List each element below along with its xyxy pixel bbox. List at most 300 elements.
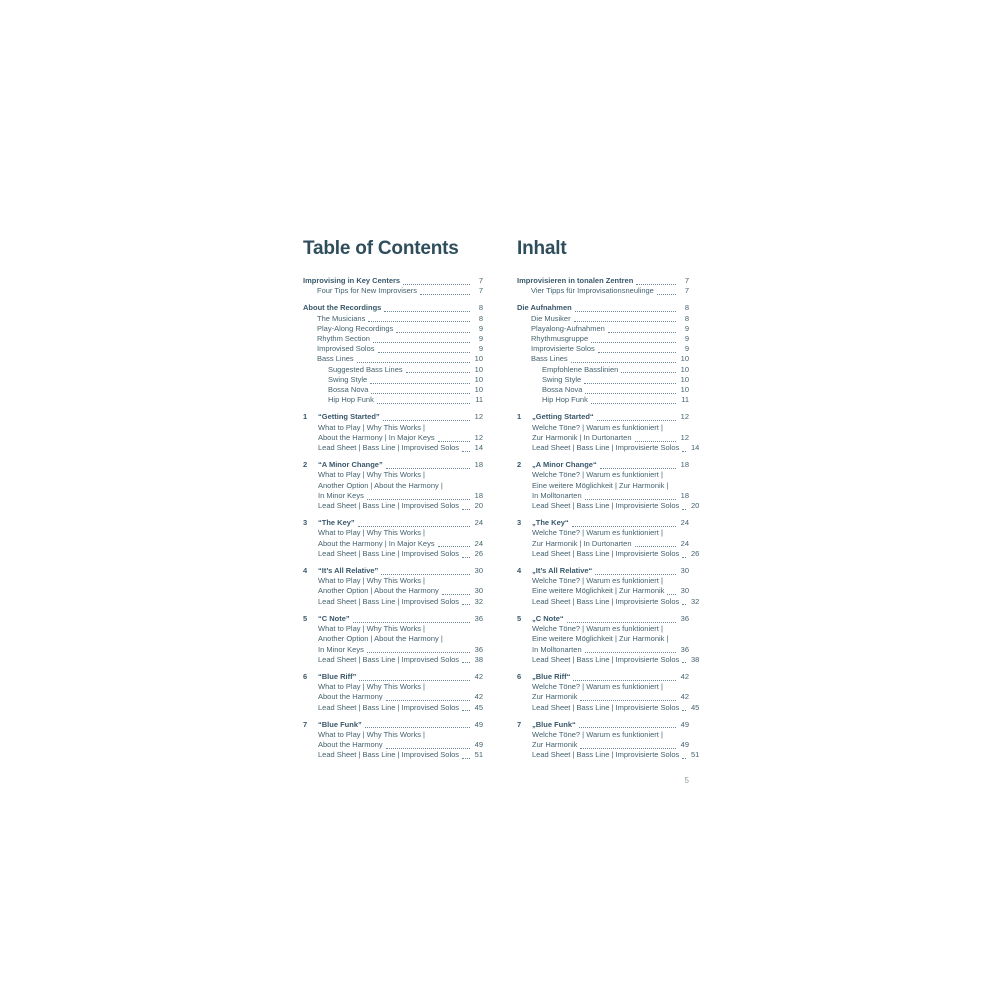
chapter-number: 2: [303, 460, 308, 470]
chapter-detail-line: [517, 548, 700, 559]
toc-entry: [517, 314, 689, 324]
chapter-title: “It’s All Relative”: [318, 566, 379, 576]
chapter-title: “Blue Funk”: [318, 719, 362, 729]
dot-leader: [462, 549, 470, 558]
chapter-detail-line: [303, 586, 483, 596]
chapter-detail-line: [303, 692, 483, 702]
entry-page: 30: [474, 586, 483, 596]
entry-label: Hip Hop Funk: [542, 395, 588, 405]
entry-page: 8: [684, 313, 689, 323]
toc-entry: [303, 324, 483, 334]
entry-label: In Molltonarten: [532, 644, 582, 654]
dot-leader: [621, 365, 676, 374]
entry-page: 12: [474, 412, 483, 422]
chapter-detail-line: [303, 750, 483, 760]
toc-entry: [517, 276, 689, 286]
entry-page: 10: [680, 364, 689, 374]
entry-page: 9: [478, 334, 483, 344]
chapter-detail-line: [303, 634, 483, 644]
entry-label: Welche Töne? | Warum es funktioniert |: [532, 624, 663, 634]
dot-leader: [636, 276, 676, 285]
entry-label: Lead Sheet | Bass Line | Improvisierte Solos: [532, 750, 680, 760]
chapter-detail-line: [517, 692, 689, 702]
chapter-detail-line: [303, 597, 483, 607]
dot-leader: [406, 365, 470, 374]
entry-page: 32: [690, 596, 700, 606]
entry-label: What to Play | Why This Works |: [318, 528, 425, 538]
entry-page: 20: [690, 501, 700, 511]
toc-chapter: [303, 566, 483, 607]
entry-page: 24: [474, 538, 483, 548]
dot-leader: [377, 395, 470, 404]
chapter-detail-line: [517, 481, 689, 491]
chapter-detail-line: [517, 423, 689, 433]
chapter-detail-line: [517, 433, 689, 443]
chapter-detail-line: [303, 470, 483, 480]
dot-leader: [353, 614, 470, 623]
entry-label: Die Musiker: [531, 313, 571, 323]
chapter-title-row: [517, 460, 689, 470]
dot-leader: [579, 720, 676, 729]
chapter-title: “Getting Started”: [318, 412, 380, 422]
entry-page: 26: [474, 548, 483, 558]
entry-label: Lead Sheet | Bass Line | Improvisierte Solos: [532, 501, 680, 511]
entry-page: 8: [478, 303, 483, 313]
entry-label: Play-Along Recordings: [317, 323, 394, 333]
chapter-detail-line: [517, 645, 689, 655]
toc-entry: [517, 324, 689, 334]
chapter-title-row: [303, 672, 483, 682]
entry-page: 9: [684, 334, 689, 344]
chapter-title: “The Key”: [318, 518, 355, 528]
entry-label: Welche Töne? | Warum es funktioniert |: [532, 729, 663, 739]
dot-leader: [635, 539, 677, 548]
dot-leader: [580, 692, 676, 701]
chapter-number: 7: [517, 719, 522, 729]
chapter-detail-line: [303, 730, 483, 740]
entry-page: 45: [690, 702, 700, 712]
chapter-detail-line: [517, 491, 689, 501]
entry-label: In Minor Keys: [318, 490, 364, 500]
toc-section: [517, 303, 689, 405]
entry-label: Playalong-Aufnahmen: [531, 323, 605, 333]
toc-chapter: [303, 672, 483, 713]
toc-column-german: [517, 238, 700, 768]
chapter-detail-line: [303, 624, 483, 634]
toc-entry: [303, 344, 483, 354]
entry-page: 18: [680, 460, 689, 470]
entry-page: 51: [690, 750, 700, 760]
entry-label: Four Tips for New Improvisers: [317, 286, 418, 296]
entry-page: 9: [684, 323, 689, 333]
dot-leader: [598, 344, 676, 353]
entry-page: 12: [680, 412, 689, 422]
chapter-title-row: [303, 566, 483, 576]
dot-leader: [573, 672, 676, 681]
chapter-detail-line: [517, 702, 700, 713]
entry-label: Welche Töne? | Warum es funktioniert |: [532, 422, 663, 432]
toc-chapter: [517, 566, 700, 607]
chapter-title-row: [517, 566, 689, 576]
entry-label: Rhythm Section: [317, 334, 370, 344]
chapter-detail-line: [303, 501, 483, 511]
toc-columns: [303, 238, 700, 768]
dot-leader: [373, 334, 470, 343]
chapter-title: “C Note”: [318, 613, 350, 623]
dot-leader: [585, 385, 676, 394]
chapter-detail-line: [303, 703, 483, 713]
entry-page: 30: [680, 586, 689, 596]
entry-page: 11: [681, 395, 689, 405]
entry-page: 51: [474, 750, 483, 760]
chapter-number: 2: [517, 460, 522, 470]
dot-leader: [584, 375, 676, 384]
toc-column-english: [303, 238, 483, 768]
chapter-number: 4: [517, 566, 522, 576]
column-title-german: Inhalt: [517, 238, 567, 259]
toc-entry: [303, 314, 483, 324]
chapter-title: “Blue Riff”: [318, 671, 357, 681]
chapter-title-row: [517, 614, 689, 624]
toc-chapter: [517, 412, 700, 453]
toc-section: [303, 276, 483, 296]
toc-entry: [517, 365, 689, 375]
entry-label: Lead Sheet | Bass Line | Improvised Solos: [318, 702, 460, 712]
dot-leader: [358, 518, 470, 527]
entry-label: What to Play | Why This Works |: [318, 422, 425, 432]
entry-label: Bass Lines: [531, 354, 568, 364]
entry-label: Eine weitere Möglichkeit | Zur Harmonik |: [532, 634, 669, 644]
entry-label: Lead Sheet | Bass Line | Improvised Solos: [318, 443, 460, 453]
entry-page: 38: [474, 654, 483, 664]
toc-entry: [517, 286, 689, 296]
chapter-detail-line: [517, 634, 689, 644]
dot-leader: [438, 539, 470, 548]
chapter-number: 3: [517, 518, 522, 528]
chapter-title-row: [303, 518, 483, 528]
dot-leader: [403, 276, 470, 285]
entry-label: Zur Harmonik | In Durtonarten: [532, 432, 632, 442]
entry-page: 12: [474, 432, 483, 442]
entry-label: Zur Harmonik: [532, 692, 578, 702]
entry-label: Lead Sheet | Bass Line | Improvised Solos: [318, 501, 460, 511]
entry-label: Improvising in Key Centers: [303, 276, 401, 285]
toc-chapter: [303, 518, 483, 559]
entry-page: 14: [690, 443, 700, 453]
toc-chapter: [517, 518, 700, 559]
entry-label: Lead Sheet | Bass Line | Improvisierte Solos: [532, 654, 680, 664]
entry-label: Improvisierte Solos: [531, 344, 595, 354]
entry-page: 10: [474, 364, 483, 374]
entry-label: What to Play | Why This Works |: [318, 729, 425, 739]
chapter-title: „Blue Funk“: [532, 719, 576, 729]
dot-leader: [378, 344, 470, 353]
dot-leader: [682, 597, 686, 606]
entry-label: Lead Sheet | Bass Line | Improvisierte Solos: [532, 702, 680, 712]
dot-leader: [635, 433, 677, 442]
dot-leader: [438, 433, 470, 442]
dot-leader: [367, 491, 470, 500]
dot-leader: [420, 286, 470, 295]
entry-page: 36: [474, 613, 483, 623]
toc-entry: [303, 375, 483, 385]
chapter-number: 1: [303, 412, 308, 422]
chapter-title-row: [517, 518, 689, 528]
dot-leader: [365, 720, 470, 729]
entry-label: About the Harmony | In Major Keys: [318, 538, 435, 548]
chapter-title-row: [303, 720, 483, 730]
entry-label: Improvised Solos: [317, 344, 375, 354]
dot-leader: [462, 750, 470, 759]
toc-section: [517, 276, 689, 296]
toc-entry: [303, 286, 483, 296]
entry-label: About the Recordings: [303, 303, 382, 313]
toc-chapter: [517, 613, 700, 665]
entry-label: Eine weitere Möglichkeit | Zur Harmonik: [532, 586, 665, 596]
dot-leader: [371, 385, 470, 394]
chapter-number: 7: [303, 719, 308, 729]
chapter-title-row: [303, 460, 483, 470]
entry-page: 42: [680, 671, 689, 681]
chapter-detail-line: [517, 443, 700, 453]
entry-label: Zur Harmonik | In Durtonarten: [532, 538, 632, 548]
toc-entry: [303, 395, 483, 405]
entry-label: Lead Sheet | Bass Line | Improvised Solos: [318, 654, 460, 664]
entry-page: 18: [680, 490, 689, 500]
entry-page: 42: [474, 692, 483, 702]
entry-label: Bossa Nova: [542, 385, 583, 395]
dot-leader: [370, 375, 470, 384]
dot-leader: [462, 597, 470, 606]
chapter-detail-line: [303, 528, 483, 538]
chapter-detail-line: [517, 740, 689, 750]
chapter-title: „C Note“: [532, 613, 564, 623]
toc-chapter: [517, 460, 700, 511]
toc-section: [303, 303, 483, 405]
entry-page: 42: [680, 692, 689, 702]
chapter-title-row: [303, 412, 483, 422]
entry-page: 18: [474, 490, 483, 500]
dot-leader: [462, 501, 470, 510]
chapter-detail-line: [303, 481, 483, 491]
entry-page: 32: [474, 596, 483, 606]
chapter-title: „Getting Started“: [532, 412, 594, 422]
dot-leader: [386, 460, 470, 469]
entry-page: 24: [680, 538, 689, 548]
chapter-number: 1: [517, 412, 522, 422]
dot-leader: [572, 518, 676, 527]
dot-leader: [359, 672, 470, 681]
entry-label: Die Aufnahmen: [517, 303, 572, 313]
toc-entry: [303, 276, 483, 286]
dot-leader: [682, 501, 686, 510]
entry-page: 7: [684, 286, 689, 296]
entry-page: 49: [680, 719, 689, 729]
entry-page: 36: [680, 644, 689, 654]
entry-label: Lead Sheet | Bass Line | Improvisierte Solos: [532, 443, 680, 453]
entry-page: 10: [680, 374, 689, 384]
dot-leader: [462, 655, 470, 664]
toc-chapter: [303, 720, 483, 761]
entry-page: 7: [684, 276, 689, 285]
toc-entry: [303, 385, 483, 395]
entry-label: Another Option | About the Harmony: [318, 586, 439, 596]
dot-leader: [368, 314, 470, 323]
dot-leader: [608, 324, 676, 333]
chapter-detail-line: [517, 539, 689, 549]
toc-entry: [303, 303, 483, 313]
chapter-detail-line: [517, 586, 689, 596]
entry-page: 24: [680, 518, 689, 528]
column-title-english: Table of Contents: [303, 238, 459, 259]
entry-label: Bass Lines: [317, 354, 354, 364]
entry-page: 10: [474, 354, 483, 364]
dot-leader: [381, 566, 470, 575]
entry-label: Lead Sheet | Bass Line | Improvisierte Solos: [532, 596, 680, 606]
entry-page: 9: [478, 323, 483, 333]
dot-leader: [386, 692, 470, 701]
dot-leader: [600, 460, 676, 469]
entry-page: 9: [684, 344, 689, 354]
entry-label: Empfohlene Basslinien: [542, 364, 619, 374]
entry-label: What to Play | Why This Works |: [318, 576, 425, 586]
entry-label: About the Harmony: [318, 692, 383, 702]
chapter-detail-line: [303, 655, 483, 665]
chapter-detail-line: [303, 443, 483, 453]
dot-leader: [462, 443, 470, 452]
chapter-detail-line: [517, 501, 700, 511]
entry-page: 10: [680, 385, 689, 395]
chapter-detail-line: [517, 654, 700, 665]
footer-page-number: 5: [684, 776, 689, 785]
chapter-detail-line: [517, 576, 689, 586]
entry-label: Swing Style: [328, 374, 368, 384]
chapter-detail-line: [303, 433, 483, 443]
entry-page: 49: [474, 740, 483, 750]
entry-label: Lead Sheet | Bass Line | Improvised Solos: [318, 596, 460, 606]
chapter-number: 4: [303, 566, 308, 576]
dot-leader: [585, 491, 676, 500]
toc-entry: [303, 334, 483, 344]
dot-leader: [682, 750, 686, 759]
dot-leader: [682, 549, 686, 558]
entry-label: Zur Harmonik: [532, 740, 578, 750]
chapter-detail-line: [303, 682, 483, 692]
chapter-title: „A Minor Change“: [532, 460, 597, 470]
entry-label: In Molltonarten: [532, 490, 582, 500]
entry-label: Eine weitere Möglichkeit | Zur Harmonik |: [532, 480, 669, 490]
dot-leader: [396, 324, 470, 333]
entry-page: 36: [680, 613, 689, 623]
entry-page: 10: [474, 374, 483, 384]
toc-entry: [517, 354, 689, 364]
entry-page: 9: [478, 344, 483, 354]
dot-leader: [595, 566, 676, 575]
chapter-number: 5: [303, 613, 308, 623]
dot-leader: [585, 645, 676, 654]
entry-page: 42: [474, 671, 483, 681]
toc-chapter: [303, 460, 483, 511]
dot-leader: [462, 703, 470, 712]
entry-page: 8: [478, 313, 483, 323]
dot-leader: [383, 412, 470, 421]
entry-label: About the Harmony: [318, 740, 383, 750]
chapter-detail-line: [303, 491, 483, 501]
toc-entry: [517, 385, 689, 395]
chapter-detail-line: [303, 549, 483, 559]
entry-page: 7: [478, 286, 483, 296]
chapter-detail-line: [517, 750, 700, 760]
dot-leader: [682, 703, 686, 712]
chapter-detail-line: [303, 539, 483, 549]
chapter-detail-line: [303, 645, 483, 655]
entry-label: Improvisieren in tonalen Zentren: [517, 276, 634, 285]
entry-label: Welche Töne? | Warum es funktioniert |: [532, 682, 663, 692]
chapter-detail-line: [303, 576, 483, 586]
entry-page: 10: [474, 385, 483, 395]
chapter-title-row: [517, 672, 689, 682]
chapter-number: 6: [303, 671, 308, 681]
entry-page: 36: [474, 644, 483, 654]
chapter-detail-line: [303, 740, 483, 750]
entry-label: Suggested Bass Lines: [328, 364, 403, 374]
dot-leader: [682, 443, 686, 452]
entry-page: 7: [478, 276, 483, 285]
entry-page: 24: [474, 518, 483, 528]
entry-label: Hip Hop Funk: [328, 395, 374, 405]
entry-label: Welche Töne? | Warum es funktioniert |: [532, 576, 663, 586]
entry-page: 30: [474, 566, 483, 576]
entry-page: 10: [680, 354, 689, 364]
dot-leader: [575, 303, 676, 312]
entry-label: The Musicians: [317, 313, 366, 323]
entry-page: 18: [474, 460, 483, 470]
entry-label: In Minor Keys: [318, 644, 364, 654]
toc-entry: [517, 303, 689, 313]
entry-label: What to Play | Why This Works |: [318, 470, 425, 480]
chapter-title: „It’s All Relative“: [532, 566, 593, 576]
chapter-title: „Blue Riff“: [532, 671, 571, 681]
chapter-detail-line: [517, 624, 689, 634]
dot-leader: [384, 303, 470, 312]
entry-page: 38: [690, 654, 700, 664]
entry-page: 14: [474, 443, 483, 453]
toc-entry: [517, 334, 689, 344]
toc-chapter: [517, 671, 700, 713]
dot-leader: [597, 412, 676, 421]
entry-label: Welche Töne? | Warum es funktioniert |: [532, 528, 663, 538]
toc-chapter: [303, 412, 483, 453]
entry-page: 49: [474, 719, 483, 729]
dot-leader: [571, 354, 676, 363]
entry-label: Bossa Nova: [328, 385, 369, 395]
toc-entry: [517, 375, 689, 385]
entry-page: 8: [684, 303, 689, 313]
entry-label: Lead Sheet | Bass Line | Improvised Solos: [318, 750, 460, 760]
chapter-title-row: [303, 614, 483, 624]
chapter-detail-line: [517, 730, 689, 740]
entry-label: About the Harmony | In Major Keys: [318, 432, 435, 442]
entry-label: Lead Sheet | Bass Line | Improvisierte Solos: [532, 548, 680, 558]
chapter-detail-line: [303, 423, 483, 433]
chapter-detail-line: [517, 596, 700, 607]
chapter-title: “A Minor Change”: [318, 460, 383, 470]
entry-page: 11: [475, 395, 483, 405]
chapter-number: 5: [517, 613, 522, 623]
chapter-title-row: [517, 412, 689, 422]
entry-label: Welche Töne? | Warum es funktioniert |: [532, 470, 663, 480]
toc-chapter: [517, 719, 700, 761]
